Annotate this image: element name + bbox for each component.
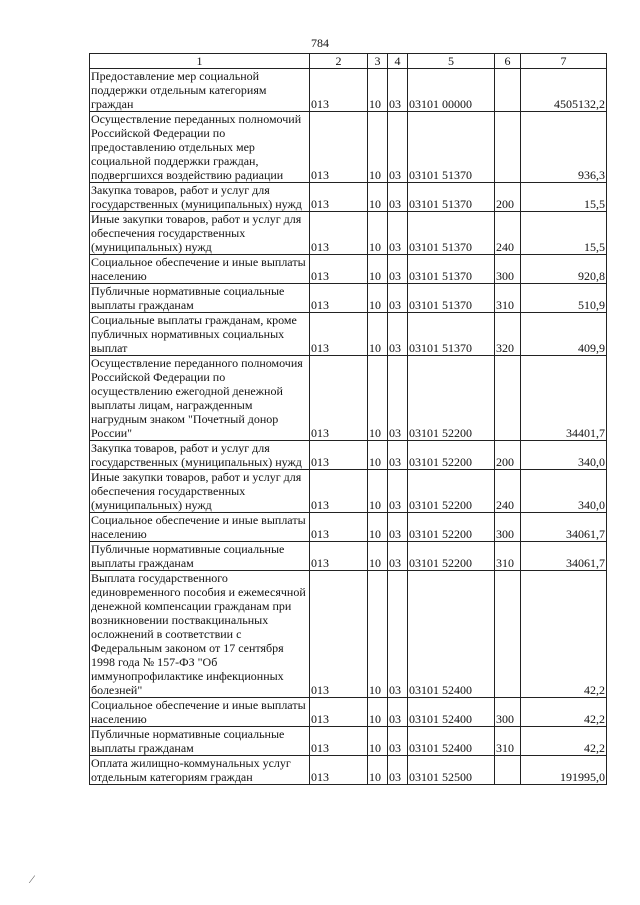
- cell-col-7: 340,0: [521, 441, 607, 470]
- row-name: Выплата государственного единовременного пособия и ежемесячной денежной компенсации гражданам при возникновении поствакцинальных осложнений в соответствии с Федеральным законом от 17 сентября 1998 года № 157-ФЗ "Об иммунопрофилактике инфекционных болезней": [90, 571, 310, 698]
- header-col-3: 3: [368, 54, 388, 69]
- cell-col-4: 03: [388, 112, 408, 183]
- cell-col-2: 013: [310, 212, 368, 255]
- cell-col-5: 03101 52200: [408, 441, 495, 470]
- cell-col-7: 42,2: [521, 727, 607, 756]
- cell-col-7: 15,5: [521, 212, 607, 255]
- table-row: [90, 112, 607, 183]
- page-number: 784: [311, 36, 329, 50]
- cell-col-2: 013: [310, 313, 368, 356]
- header-col-7: 7: [521, 54, 607, 69]
- cell-col-4: 03: [388, 255, 408, 284]
- cell-col-3: 10: [368, 356, 388, 441]
- row-name: Иные закупки товаров, работ и услуг для обеспечения государственных (муниципальных) нужд: [90, 212, 310, 255]
- cell-col-7: 409,9: [521, 313, 607, 356]
- cell-col-2: 013: [310, 441, 368, 470]
- row-name: Осуществление переданных полномочий Российской Федерации по предоставлению отдельных мер социальной поддержки граждан, подвергшихся воздействию радиации: [90, 112, 310, 183]
- row-name: Публичные нормативные социальные выплаты гражданам: [90, 284, 310, 313]
- cell-col-5: 03101 52200: [408, 542, 495, 571]
- cell-col-5: 03101 52200: [408, 513, 495, 542]
- row-name: Предоставление мер социальной поддержки отдельным категориям граждан: [90, 69, 310, 112]
- cell-col-4: 03: [388, 212, 408, 255]
- cell-col-3: 10: [368, 284, 388, 313]
- cell-col-5: 03101 52400: [408, 727, 495, 756]
- cell-col-5: 03101 51370: [408, 183, 495, 212]
- cell-col-6: 300: [495, 698, 521, 727]
- cell-col-6: 300: [495, 255, 521, 284]
- cell-col-2: 013: [310, 513, 368, 542]
- cell-col-3: 10: [368, 183, 388, 212]
- row-name: Иные закупки товаров, работ и услуг для обеспечения государственных (муниципальных) нужд: [90, 470, 310, 513]
- table-row: [90, 727, 607, 756]
- table-row: [90, 571, 607, 698]
- row-name: Осуществление переданного полномочия Российской Федерации по осуществлению ежегодной денежной выплаты лицам, награжденным нагрудным знаком "Почетный донор России": [90, 356, 310, 441]
- cell-col-6: 300: [495, 513, 521, 542]
- cell-col-6: 200: [495, 183, 521, 212]
- cell-col-3: 10: [368, 727, 388, 756]
- row-name: Закупка товаров, работ и услуг для государственных (муниципальных) нужд: [90, 183, 310, 212]
- cell-col-7: 510,9: [521, 284, 607, 313]
- cell-col-6: 320: [495, 313, 521, 356]
- cell-col-4: 03: [388, 698, 408, 727]
- cell-col-5: 03101 52200: [408, 356, 495, 441]
- cell-col-4: 03: [388, 513, 408, 542]
- cell-col-6: [495, 112, 521, 183]
- table-row: [90, 470, 607, 513]
- header-col-1: 1: [90, 54, 310, 69]
- table-row: [90, 513, 607, 542]
- cell-col-3: 10: [368, 571, 388, 698]
- cell-col-4: 03: [388, 571, 408, 698]
- cell-col-6: [495, 571, 521, 698]
- cell-col-4: 03: [388, 313, 408, 356]
- cell-col-6: 200: [495, 441, 521, 470]
- cell-col-6: 310: [495, 542, 521, 571]
- cell-col-3: 10: [368, 69, 388, 112]
- cell-col-3: 10: [368, 255, 388, 284]
- cell-col-5: 03101 51370: [408, 112, 495, 183]
- cell-col-4: 03: [388, 183, 408, 212]
- table-row: [90, 756, 607, 785]
- table-row: [90, 698, 607, 727]
- row-name: Публичные нормативные социальные выплаты гражданам: [90, 542, 310, 571]
- cell-col-5: 03101 52500: [408, 756, 495, 785]
- row-name: Социальное обеспечение и иные выплаты населению: [90, 255, 310, 284]
- cell-col-6: [495, 756, 521, 785]
- cell-col-6: 240: [495, 212, 521, 255]
- cell-col-2: 013: [310, 727, 368, 756]
- cell-col-2: 013: [310, 542, 368, 571]
- margin-mark: ⁄: [31, 872, 34, 886]
- cell-col-3: 10: [368, 698, 388, 727]
- cell-col-2: 013: [310, 112, 368, 183]
- cell-col-7: 34401,7: [521, 356, 607, 441]
- cell-col-3: 10: [368, 313, 388, 356]
- cell-col-4: 03: [388, 441, 408, 470]
- cell-col-3: 10: [368, 441, 388, 470]
- table-row: [90, 542, 607, 571]
- row-name: Социальные выплаты гражданам, кроме публичных нормативных социальных выплат: [90, 313, 310, 356]
- cell-col-3: 10: [368, 470, 388, 513]
- cell-col-5: 03101 51370: [408, 284, 495, 313]
- table-row: [90, 284, 607, 313]
- cell-col-2: 013: [310, 255, 368, 284]
- row-name: Социальное обеспечение и иные выплаты населению: [90, 513, 310, 542]
- cell-col-7: 920,8: [521, 255, 607, 284]
- cell-col-7: 15,5: [521, 183, 607, 212]
- cell-col-2: 013: [310, 356, 368, 441]
- cell-col-2: 013: [310, 69, 368, 112]
- cell-col-6: [495, 356, 521, 441]
- cell-col-3: 10: [368, 542, 388, 571]
- row-name: Социальное обеспечение и иные выплаты населению: [90, 698, 310, 727]
- cell-col-7: 42,2: [521, 571, 607, 698]
- cell-col-4: 03: [388, 542, 408, 571]
- budget-table: [89, 53, 607, 785]
- row-name: Закупка товаров, работ и услуг для государственных (муниципальных) нужд: [90, 441, 310, 470]
- cell-col-3: 10: [368, 112, 388, 183]
- cell-col-3: 10: [368, 756, 388, 785]
- cell-col-5: 03101 51370: [408, 255, 495, 284]
- cell-col-3: 10: [368, 212, 388, 255]
- header-col-4: 4: [388, 54, 408, 69]
- cell-col-7: 936,3: [521, 112, 607, 183]
- cell-col-5: 03101 52200: [408, 470, 495, 513]
- cell-col-7: 34061,7: [521, 513, 607, 542]
- cell-col-4: 03: [388, 727, 408, 756]
- row-name: Публичные нормативные социальные выплаты гражданам: [90, 727, 310, 756]
- cell-col-2: 013: [310, 284, 368, 313]
- table-row: [90, 183, 607, 212]
- cell-col-4: 03: [388, 356, 408, 441]
- cell-col-6: 310: [495, 284, 521, 313]
- cell-col-3: 10: [368, 513, 388, 542]
- cell-col-2: 013: [310, 756, 368, 785]
- row-name: Оплата жилищно-коммунальных услуг отдельным категориям граждан: [90, 756, 310, 785]
- cell-col-7: 4505132,2: [521, 69, 607, 112]
- cell-col-2: 013: [310, 698, 368, 727]
- cell-col-6: [495, 69, 521, 112]
- table-row: [90, 212, 607, 255]
- cell-col-7: 42,2: [521, 698, 607, 727]
- cell-col-4: 03: [388, 756, 408, 785]
- cell-col-5: 03101 52400: [408, 571, 495, 698]
- cell-col-4: 03: [388, 284, 408, 313]
- table-row: [90, 69, 607, 112]
- cell-col-6: 240: [495, 470, 521, 513]
- table-row: [90, 356, 607, 441]
- cell-col-7: 340,0: [521, 470, 607, 513]
- header-col-2: 2: [310, 54, 368, 69]
- header-col-5: 5: [408, 54, 495, 69]
- header-col-6: 6: [495, 54, 521, 69]
- cell-col-5: 03101 00000: [408, 69, 495, 112]
- cell-col-2: 013: [310, 571, 368, 698]
- cell-col-5: 03101 52400: [408, 698, 495, 727]
- cell-col-4: 03: [388, 470, 408, 513]
- cell-col-2: 013: [310, 470, 368, 513]
- cell-col-7: 191995,0: [521, 756, 607, 785]
- cell-col-6: 310: [495, 727, 521, 756]
- cell-col-2: 013: [310, 183, 368, 212]
- cell-col-5: 03101 51370: [408, 313, 495, 356]
- cell-col-5: 03101 51370: [408, 212, 495, 255]
- header-row: [90, 54, 607, 69]
- cell-col-7: 34061,7: [521, 542, 607, 571]
- cell-col-4: 03: [388, 69, 408, 112]
- table-row: [90, 313, 607, 356]
- table-row: [90, 255, 607, 284]
- table-row: [90, 441, 607, 470]
